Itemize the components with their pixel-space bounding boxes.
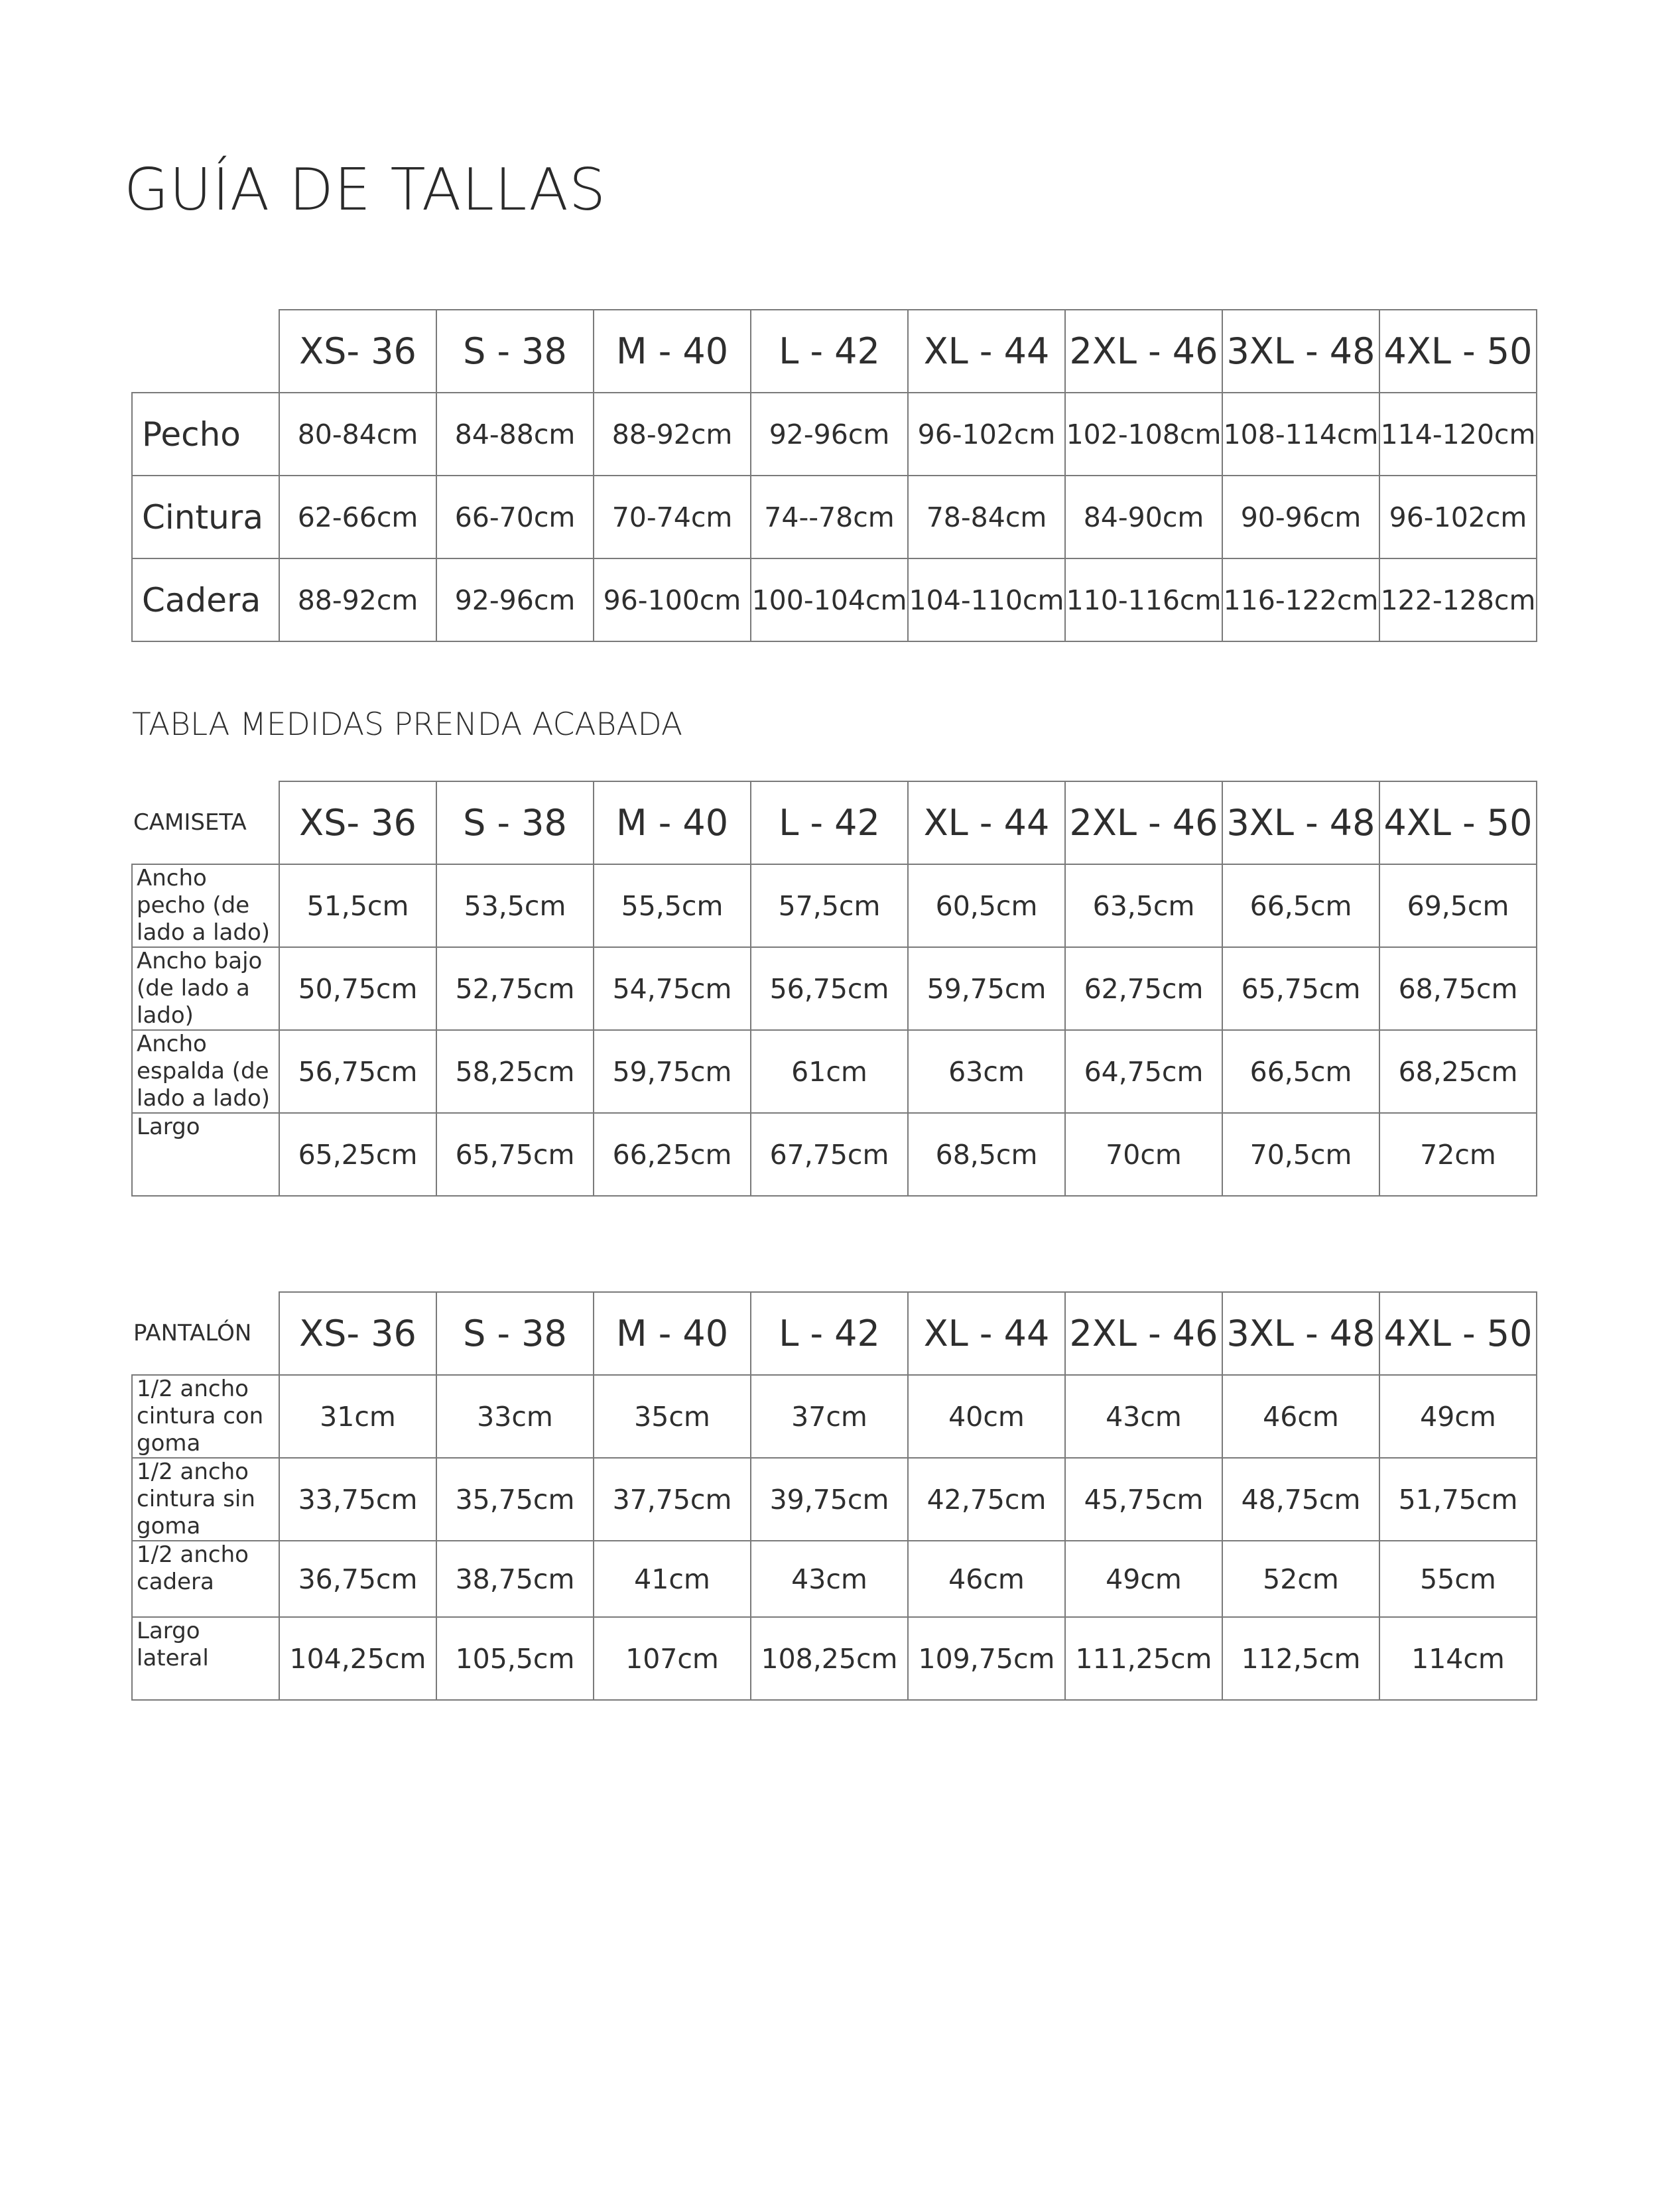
measurement-cell: 43cm	[751, 1541, 908, 1617]
measurement-cell: 37,75cm	[594, 1458, 751, 1541]
measurement-cell: 88-92cm	[594, 393, 751, 476]
measurement-cell: 72cm	[1379, 1113, 1537, 1196]
size-header: S - 38	[436, 781, 594, 864]
size-header: S - 38	[436, 1292, 594, 1375]
measurement-cell: 70cm	[1065, 1113, 1222, 1196]
measurement-cell: 96-102cm	[908, 393, 1065, 476]
measurement-cell: 59,75cm	[594, 1030, 751, 1113]
size-header: XS- 36	[279, 1292, 436, 1375]
size-header-row	[132, 1292, 1537, 1375]
size-header: XS- 36	[279, 781, 436, 864]
row-label: 1/2 ancho cintura con goma	[132, 1375, 279, 1458]
row-label: Ancho espalda (de lado a lado)	[132, 1030, 279, 1113]
measurement-cell: 68,5cm	[908, 1113, 1065, 1196]
table-row	[132, 1113, 1537, 1196]
measurement-cell: 92-96cm	[751, 393, 908, 476]
table-row	[132, 947, 1537, 1030]
table-row	[132, 1030, 1537, 1113]
measurement-cell: 33cm	[436, 1375, 594, 1458]
size-header: 3XL - 48	[1222, 781, 1379, 864]
measurement-cell: 52,75cm	[436, 947, 594, 1030]
measurement-cell: 84-88cm	[436, 393, 594, 476]
measurement-cell: 68,25cm	[1379, 1030, 1537, 1113]
measurement-cell: 51,75cm	[1379, 1458, 1537, 1541]
table-row	[132, 476, 1537, 558]
measurement-cell: 66-70cm	[436, 476, 594, 558]
measurement-cell: 35,75cm	[436, 1458, 594, 1541]
measurement-cell: 50,75cm	[279, 947, 436, 1030]
measurement-cell: 70-74cm	[594, 476, 751, 558]
measurement-cell: 39,75cm	[751, 1458, 908, 1541]
measurement-cell: 65,75cm	[436, 1113, 594, 1196]
measurement-cell: 78-84cm	[908, 476, 1065, 558]
measurement-cell: 56,75cm	[751, 947, 908, 1030]
table-row	[132, 558, 1537, 641]
measurement-cell: 111,25cm	[1065, 1617, 1222, 1700]
row-label: Ancho bajo (de lado a lado)	[132, 947, 279, 1030]
measurement-cell: 66,5cm	[1222, 864, 1379, 947]
measurement-cell: 46cm	[908, 1541, 1065, 1617]
size-header-row	[132, 310, 1537, 393]
table-row	[132, 1375, 1537, 1458]
size-header: S - 38	[436, 310, 594, 393]
measurement-cell: 112,5cm	[1222, 1617, 1379, 1700]
camiseta-table-wrap	[131, 781, 1537, 1197]
measurement-cell: 104,25cm	[279, 1617, 436, 1700]
size-header: 3XL - 48	[1222, 310, 1379, 393]
size-header: M - 40	[594, 310, 751, 393]
measurement-cell: 67,75cm	[751, 1113, 908, 1196]
measurement-cell: 33,75cm	[279, 1458, 436, 1541]
measurement-cell: 74--78cm	[751, 476, 908, 558]
measurement-cell: 53,5cm	[436, 864, 594, 947]
measurement-cell: 66,5cm	[1222, 1030, 1379, 1113]
row-label: Largo	[132, 1113, 279, 1196]
measurement-cell: 88-92cm	[279, 558, 436, 641]
measurement-cell: 122-128cm	[1379, 558, 1537, 641]
measurement-cell: 114-120cm	[1379, 393, 1537, 476]
measurement-cell: 70,5cm	[1222, 1113, 1379, 1196]
size-header: M - 40	[594, 781, 751, 864]
measurement-cell: 55cm	[1379, 1541, 1537, 1617]
size-header: L - 42	[751, 781, 908, 864]
measurement-cell: 57,5cm	[751, 864, 908, 947]
measurement-cell: 84-90cm	[1065, 476, 1222, 558]
measurement-cell: 65,75cm	[1222, 947, 1379, 1030]
measurement-cell: 48,75cm	[1222, 1458, 1379, 1541]
size-header: 3XL - 48	[1222, 1292, 1379, 1375]
size-header: 4XL - 50	[1379, 1292, 1537, 1375]
corner-cell	[132, 310, 279, 393]
table-row	[132, 864, 1537, 947]
measurement-cell: 104-110cm	[908, 558, 1065, 641]
row-label: Ancho pecho (de lado a lado)	[132, 864, 279, 947]
measurement-cell: 37cm	[751, 1375, 908, 1458]
size-header: XL - 44	[908, 1292, 1065, 1375]
measurement-cell: 45,75cm	[1065, 1458, 1222, 1541]
body-size-table-wrap	[131, 309, 1537, 642]
measurement-cell: 63cm	[908, 1030, 1065, 1113]
measurement-cell: 49cm	[1065, 1541, 1222, 1617]
measurement-cell: 96-102cm	[1379, 476, 1537, 558]
measurement-cell: 69,5cm	[1379, 864, 1537, 947]
table-row	[132, 1541, 1537, 1617]
size-header: XL - 44	[908, 781, 1065, 864]
measurement-cell: 51,5cm	[279, 864, 436, 947]
finished-garment-subtitle: TABLA MEDIDAS PRENDA ACABADA	[132, 706, 682, 743]
pantalon-label: PANTALÓN	[132, 1292, 279, 1375]
size-header: 2XL - 46	[1065, 1292, 1222, 1375]
measurement-cell: 60,5cm	[908, 864, 1065, 947]
measurement-cell: 64,75cm	[1065, 1030, 1222, 1113]
measurement-cell: 108-114cm	[1222, 393, 1379, 476]
measurement-cell: 38,75cm	[436, 1541, 594, 1617]
measurement-cell: 105,5cm	[436, 1617, 594, 1700]
measurement-cell: 108,25cm	[751, 1617, 908, 1700]
measurement-cell: 52cm	[1222, 1541, 1379, 1617]
table-row	[132, 393, 1537, 476]
row-label: Largo lateral	[132, 1617, 279, 1700]
measurement-cell: 56,75cm	[279, 1030, 436, 1113]
measurement-cell: 49cm	[1379, 1375, 1537, 1458]
size-header: XS- 36	[279, 310, 436, 393]
size-header: L - 42	[751, 1292, 908, 1375]
row-label: Pecho	[132, 393, 279, 476]
measurement-cell: 46cm	[1222, 1375, 1379, 1458]
table-row	[132, 1617, 1537, 1700]
measurement-cell: 62-66cm	[279, 476, 436, 558]
measurement-cell: 68,75cm	[1379, 947, 1537, 1030]
row-label: Cintura	[132, 476, 279, 558]
measurement-cell: 43cm	[1065, 1375, 1222, 1458]
measurement-cell: 80-84cm	[279, 393, 436, 476]
measurement-cell: 40cm	[908, 1375, 1065, 1458]
measurement-cell: 61cm	[751, 1030, 908, 1113]
measurement-cell: 114cm	[1379, 1617, 1537, 1700]
size-header: 4XL - 50	[1379, 781, 1537, 864]
size-header: 4XL - 50	[1379, 310, 1537, 393]
row-label: 1/2 ancho cintura sin goma	[132, 1458, 279, 1541]
measurement-cell: 110-116cm	[1065, 558, 1222, 641]
measurement-cell: 54,75cm	[594, 947, 751, 1030]
measurement-cell: 92-96cm	[436, 558, 594, 641]
size-header-row	[132, 781, 1537, 864]
measurement-cell: 42,75cm	[908, 1458, 1065, 1541]
size-header: M - 40	[594, 1292, 751, 1375]
measurement-cell: 66,25cm	[594, 1113, 751, 1196]
size-header: L - 42	[751, 310, 908, 393]
measurement-cell: 36,75cm	[279, 1541, 436, 1617]
measurement-cell: 102-108cm	[1065, 393, 1222, 476]
measurement-cell: 90-96cm	[1222, 476, 1379, 558]
measurement-cell: 65,25cm	[279, 1113, 436, 1196]
pantalon-table	[131, 1291, 1537, 1701]
camiseta-table	[131, 781, 1537, 1197]
measurement-cell: 63,5cm	[1065, 864, 1222, 947]
pantalon-table-wrap	[131, 1291, 1537, 1701]
size-header: 2XL - 46	[1065, 310, 1222, 393]
body-size-table	[131, 309, 1537, 642]
measurement-cell: 41cm	[594, 1541, 751, 1617]
measurement-cell: 100-104cm	[751, 558, 908, 641]
measurement-cell: 96-100cm	[594, 558, 751, 641]
measurement-cell: 59,75cm	[908, 947, 1065, 1030]
measurement-cell: 35cm	[594, 1375, 751, 1458]
measurement-cell: 58,25cm	[436, 1030, 594, 1113]
measurement-cell: 31cm	[279, 1375, 436, 1458]
row-label: 1/2 ancho cadera	[132, 1541, 279, 1617]
table-row	[132, 1458, 1537, 1541]
measurement-cell: 109,75cm	[908, 1617, 1065, 1700]
measurement-cell: 55,5cm	[594, 864, 751, 947]
size-header: XL - 44	[908, 310, 1065, 393]
measurement-cell: 116-122cm	[1222, 558, 1379, 641]
measurement-cell: 107cm	[594, 1617, 751, 1700]
page-title: GUÍA DE TALLAS	[124, 156, 607, 224]
size-header: 2XL - 46	[1065, 781, 1222, 864]
camiseta-label: CAMISETA	[132, 781, 279, 864]
row-label: Cadera	[132, 558, 279, 641]
measurement-cell: 62,75cm	[1065, 947, 1222, 1030]
